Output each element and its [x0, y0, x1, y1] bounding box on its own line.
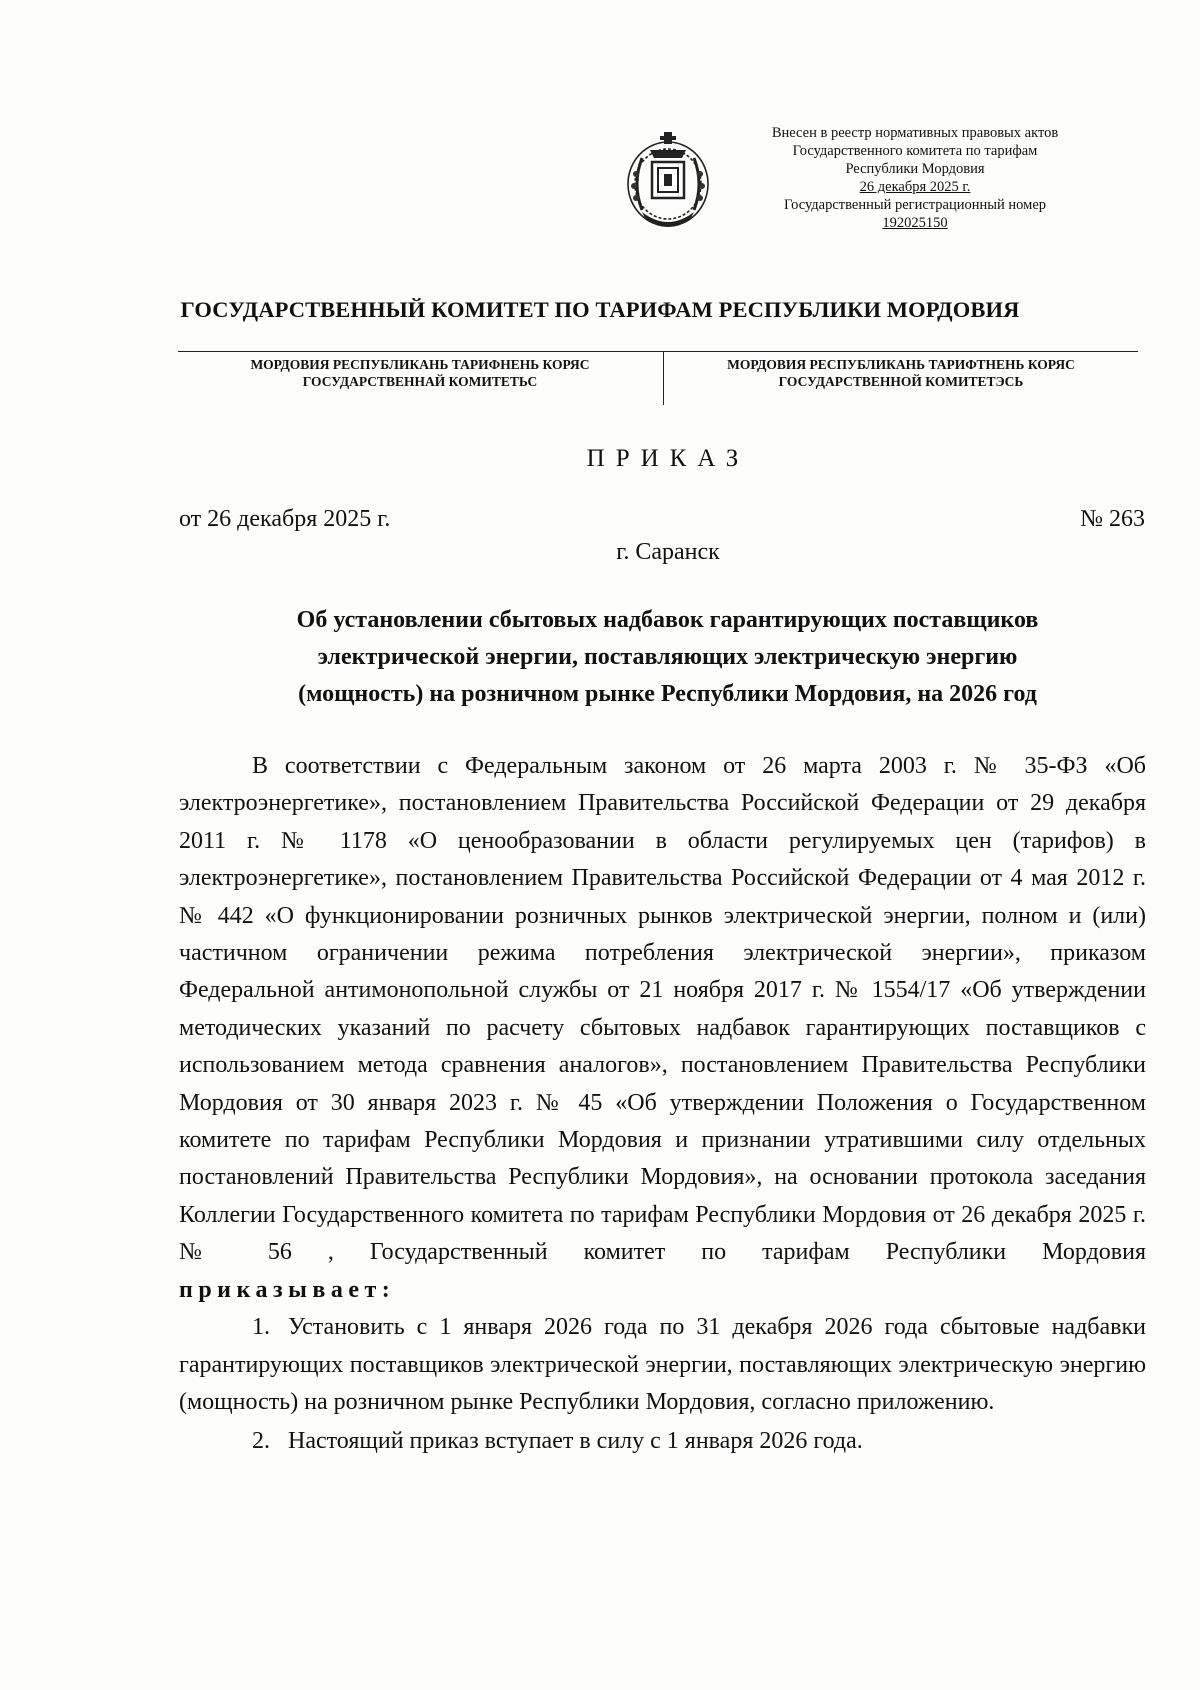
document-body	[179, 748, 1146, 1461]
order-type: ПРИКАЗ	[586, 445, 750, 472]
coat-of-arms-icon	[620, 128, 716, 234]
registry-stamp	[740, 124, 1090, 232]
registry-line-3: Республики Мордовия	[845, 161, 985, 177]
agency-name-right	[665, 356, 1137, 390]
order-date-line	[179, 506, 1145, 533]
registry-line-2: Государственного комитета по тарифам	[792, 143, 1038, 159]
registry-line-5: Государственный регистрационный номер	[783, 197, 1047, 213]
order-city: г. Саранск	[616, 539, 720, 565]
item-text: Настоящий приказ вступает в силу с 1 января 2026 года.	[288, 1428, 863, 1455]
agency-name-left	[178, 356, 662, 390]
title-line-1: Об установлении сбытовых надбавок гарантирующих поставщиков	[296, 607, 1039, 633]
order-item-1	[179, 1309, 1146, 1421]
registry-line-1: Внесен в реестр нормативных правовых актов	[771, 125, 1059, 141]
agency-right-line-2: ГОСУДАРСТВЕННОЙ КОМИТЕТЭСЬ	[778, 374, 1024, 389]
registry-date: 26 декабря 2025 г.	[859, 179, 971, 195]
header-divider	[663, 352, 664, 405]
order-item-2	[179, 1423, 1146, 1460]
agency-right-line-1: МОРДОВИЯ РЕСПУБЛИКАНЬ ТАРИФТНЕНЬ КОРЯС	[727, 357, 1075, 372]
item-number: 1.	[252, 1314, 270, 1341]
header-rule	[178, 351, 1138, 352]
order-date: от 26 декабря 2025 г.	[179, 506, 391, 532]
item-number: 2.	[252, 1428, 270, 1455]
item-text: Установить с 1 января 2026 года по 31 декабря 2026 года сбытовые надбавки гарантирующих поставщиков электрической энергии, поставляющих электрическую энергию (мощность) на розничном рынке Республики Мордовия, согласно приложению.	[179, 1314, 1146, 1415]
document-title	[200, 602, 1135, 713]
agency-title: ГОСУДАРСТВЕННЫЙ КОМИТЕТ ПО ТАРИФАМ РЕСПУБЛИКИ МОРДОВИЯ	[180, 297, 1020, 322]
agency-left-line-1: МОРДОВИЯ РЕСПУБЛИКАНЬ ТАРИФНЕНЬ КОРЯС	[250, 357, 590, 372]
agency-left-line-2: ГОСУДАРСТВЕННАЙ КОМИТЕТЬС	[302, 374, 538, 389]
preamble-paragraph: В соответствии с Федеральным законом от 26 марта 2003 г. № 35-ФЗ «Об электроэнергетике», постановлением Правительства Российской Федерации от 29 декабря 2011 г. № 1178 «О ценообразовании в области регулируемых цен (тарифов) в электроэнергетике», постановлением Правительства Российской Федерации от 4 мая 2012 г. № 442 «О функционировании розничных рынков электрической энергии, полном и (или) частичном ограничении режима потребления электрической энергии», приказом Федеральной антимонопольной службы от 21 ноября 2017 г. № 1554/17 «Об утверждении методических указаний по расчету сбытовых надбавок гарантирующих поставщиков с использованием метода сравнения аналогов», постановлением Правительства Республики Мордовия от 30 января 2023 г. № 45 «Об утверждении Положения о Государственном комитете по тарифам Республики Мордовия и признании утратившими силу отдельных постановлений Правительства Республики Мордовия», на основании протокола заседания Коллегии Государственного комитета по тарифам Республики Мордовия от 26 декабря 2025 г. № 56 , Государственный комитет по тарифам Республики Мордовия	[179, 753, 1146, 1266]
orders-word: приказывает:	[179, 1276, 396, 1303]
title-line-3: (мощность) на розничном рынке Республики Мордовия, на 2026 год	[298, 681, 1037, 707]
title-line-2: электрической энергии, поставляющих электрическую энергию	[317, 644, 1018, 670]
order-number: № 263	[1080, 506, 1145, 532]
registry-number: 192025150	[882, 215, 948, 231]
